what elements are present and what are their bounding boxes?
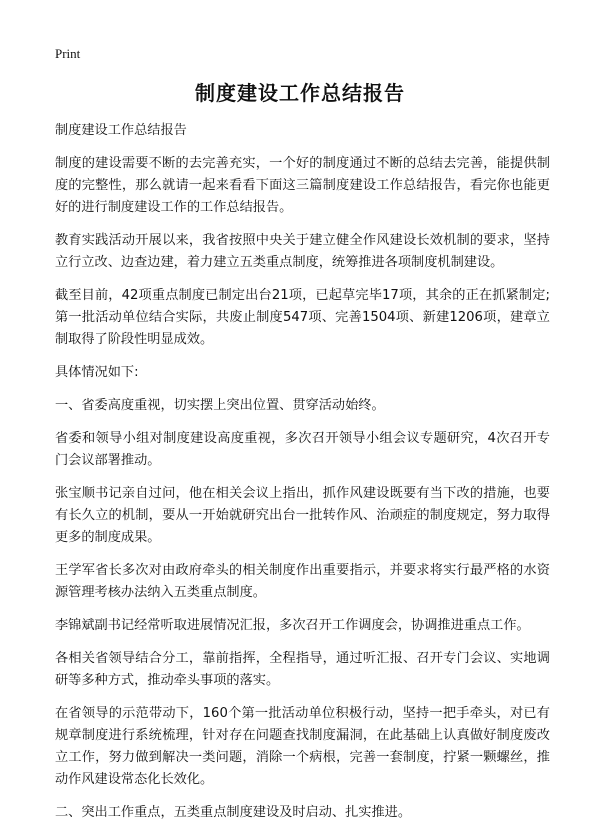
document-body <box>55 120 550 835</box>
body-paragraph: 教育实践活动开展以来，我省按照中央关于建立健全作风建设长效机制的要求，坚持立行立改、边查边建，着力建立五类重点制度，统筹推进各项制度机制建设。 <box>55 233 550 270</box>
intro-paragraph: 制度的建设需要不断的去完善充实，一个好的制度通过不断的总结去完善，能提供制度的完整性，那么就请一起来看看下面这三篇制度建设工作总结报告，看完你也能更好的进行制度建设工作的工作总结报告。 <box>55 156 550 215</box>
body-paragraph: 省委和领导小组对制度建设高度重视，多次召开领导小组会议专题研究，4次召开专门会议部署推动。 <box>55 431 550 468</box>
section-heading: 一、省委高度重视，切实摆上突出位置、贯穿活动始终。 <box>55 398 385 413</box>
body-paragraph: 李锦斌副书记经常听取进展情况汇报，多次召开工作调度会，协调推进重点工作。 <box>55 618 530 633</box>
body-paragraph: 王学军省长多次对由政府牵头的相关制度作出重要指示，并要求将实行最严格的水资源管理考核办法纳入五类重点制度。 <box>55 563 550 600</box>
body-paragraph: 具体情况如下: <box>55 365 139 380</box>
body-paragraph: 张宝顺书记亲自过问，他在相关会议上指出，抓作风建设既要有当下改的措施，也要有长久立的机制，要从一开始就研究出台一批转作风、治顽症的制度规定，努力取得更多的制度成果。 <box>55 486 550 545</box>
body-paragraph: 各相关省领导结合分工，靠前指挥，全程指导，通过听汇报、召开专门会议、实地调研等多种方式，推动牵头事项的落实。 <box>55 651 550 688</box>
print-link[interactable]: Print <box>55 46 81 61</box>
section-heading: 二、突出工作重点，五类重点制度建设及时启动、扎实推进。 <box>55 805 412 820</box>
body-paragraph: 在省领导的示范带动下，160个第一批活动单位积极行动，坚持一把手牵头，对已有规章制度进行系统梳理，针对存在问题查找制度漏洞，在此基础上认真做好制度废改立工作，努力做到解决一类问题，消除一个病根，完善一套制度，拧紧一颗螺丝，推动作风建设常态化长效化。 <box>55 706 550 787</box>
subtitle-paragraph: 制度建设工作总结报告 <box>55 123 187 138</box>
body-paragraph: 截至目前，42项重点制度已制定出台21项，已起草完毕17项，其余的正在抓紧制定;第一批活动单位结合实际，共废止制度547项、完善1504项、新建1206项，建章立制取得了阶段性明显成效。 <box>55 288 550 347</box>
page-title: 制度建设工作总结报告 <box>195 81 405 105</box>
